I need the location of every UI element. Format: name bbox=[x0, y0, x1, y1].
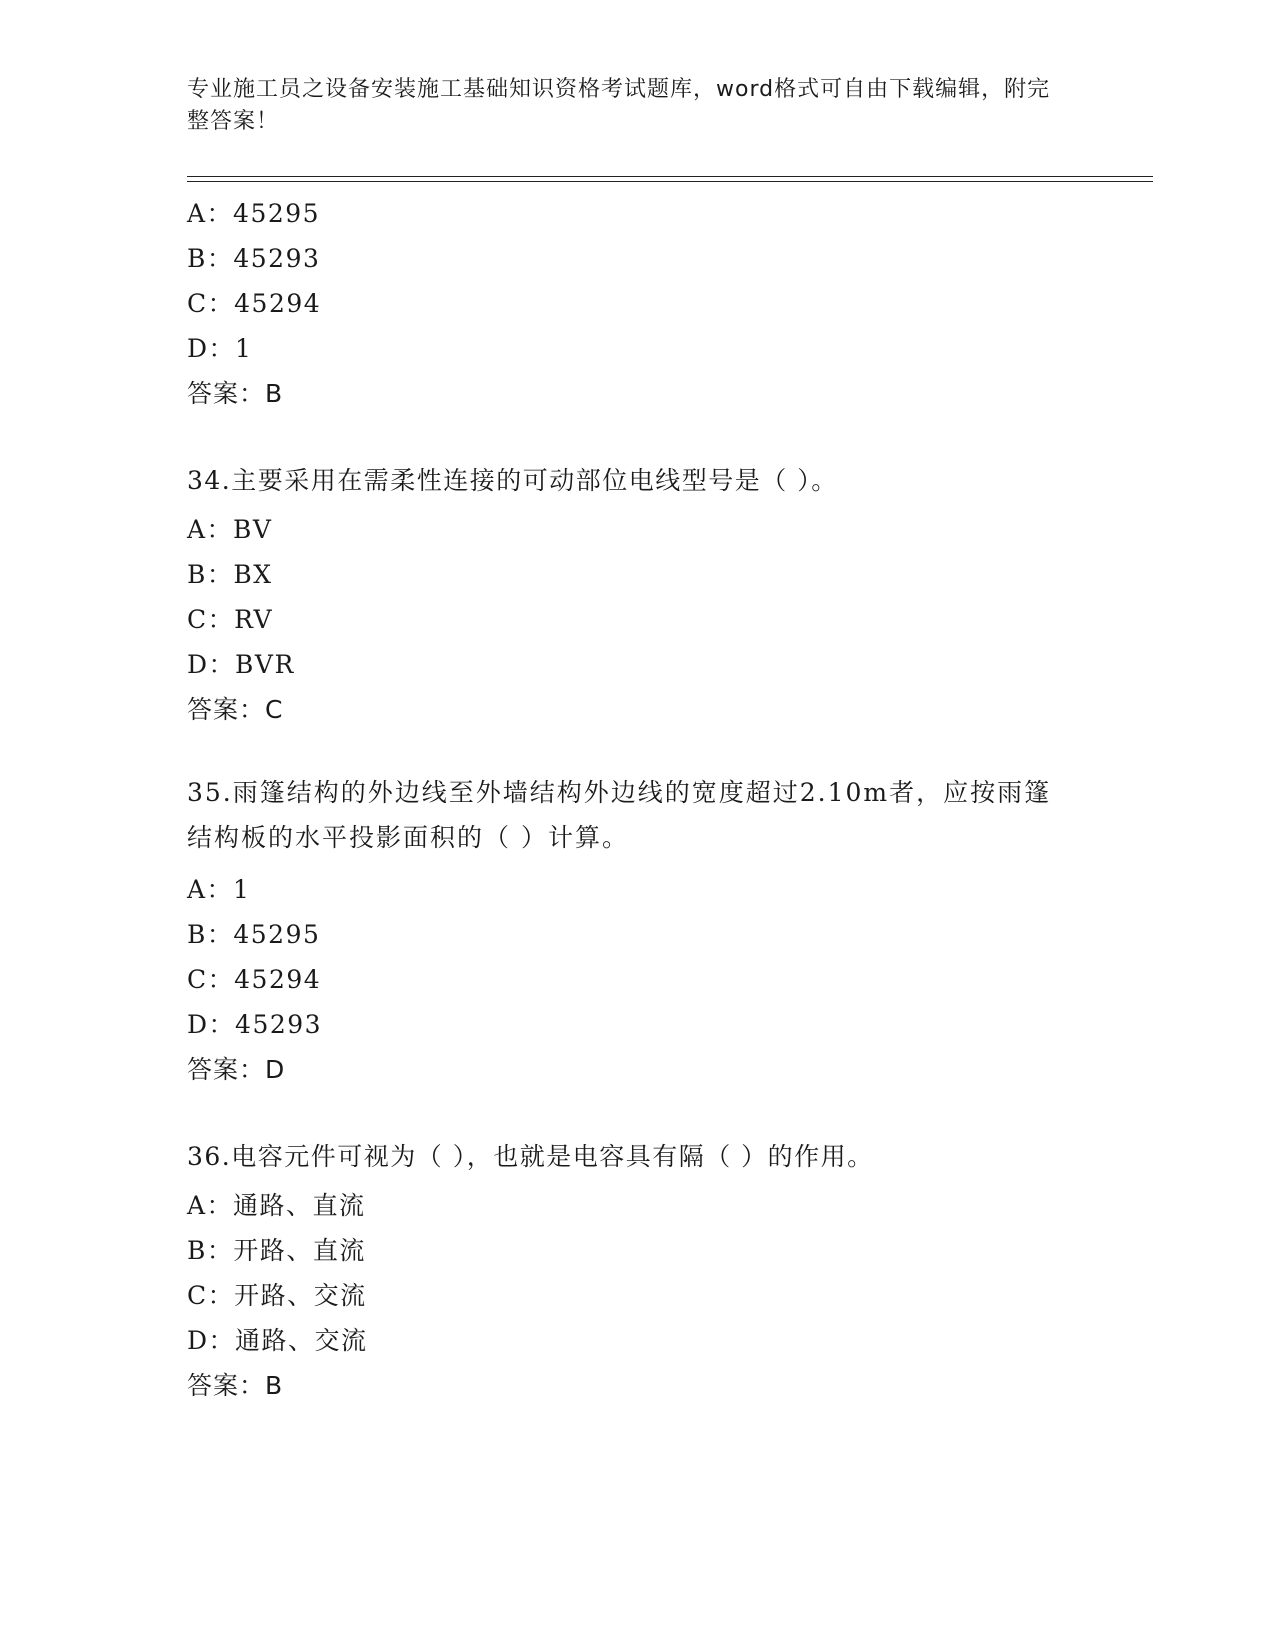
q35-option-a: A：1 bbox=[187, 875, 251, 904]
q35-option-b: B：45295 bbox=[187, 920, 321, 949]
q33-option-c: C：45294 bbox=[187, 289, 322, 318]
q35-answer: 答案：D bbox=[187, 1055, 286, 1084]
q35-option-c: C：45294 bbox=[187, 965, 322, 994]
q34-option-a: A：BV bbox=[187, 515, 273, 544]
q36-answer: 答案：B bbox=[187, 1371, 284, 1400]
q34-option-d: D：BVR bbox=[187, 650, 295, 679]
q33-answer: 答案：B bbox=[187, 379, 284, 408]
q36-stem: 36.电容元件可视为（ ），也就是电容具有隔（ ）的作用。 bbox=[187, 1142, 874, 1171]
q33-option-d: D：1 bbox=[187, 334, 253, 363]
q36-option-b: B：开路、直流 bbox=[187, 1236, 366, 1265]
q36-option-c: C：开路、交流 bbox=[187, 1281, 367, 1310]
q35-option-d: D：45293 bbox=[187, 1010, 323, 1039]
header-rule-top bbox=[187, 176, 1153, 177]
q35-stem: 35.雨篷结构的外边线至外墙结构外边线的宽度超过2.10m者，应按雨篷结构板的水平投影面积的（ ）计算。 bbox=[187, 778, 1052, 852]
q34-option-b: B：BX bbox=[187, 560, 273, 589]
q34-stem: 34.主要采用在需柔性连接的可动部位电线型号是（ ）。 bbox=[187, 466, 838, 495]
q33-option-b: B：45293 bbox=[187, 244, 321, 273]
q33-option-a: A：45295 bbox=[187, 199, 321, 228]
document-title: 专业施工员之设备安装施工基础知识资格考试题库，word格式可自由下载编辑，附完整答案！ bbox=[187, 77, 1051, 134]
q34-option-c: C：RV bbox=[187, 605, 274, 634]
header-rule-bottom bbox=[187, 181, 1153, 182]
q34-answer: 答案：C bbox=[187, 695, 284, 724]
q36-option-d: D：通路、交流 bbox=[187, 1326, 368, 1355]
q36-option-a: A：通路、直流 bbox=[187, 1191, 366, 1220]
